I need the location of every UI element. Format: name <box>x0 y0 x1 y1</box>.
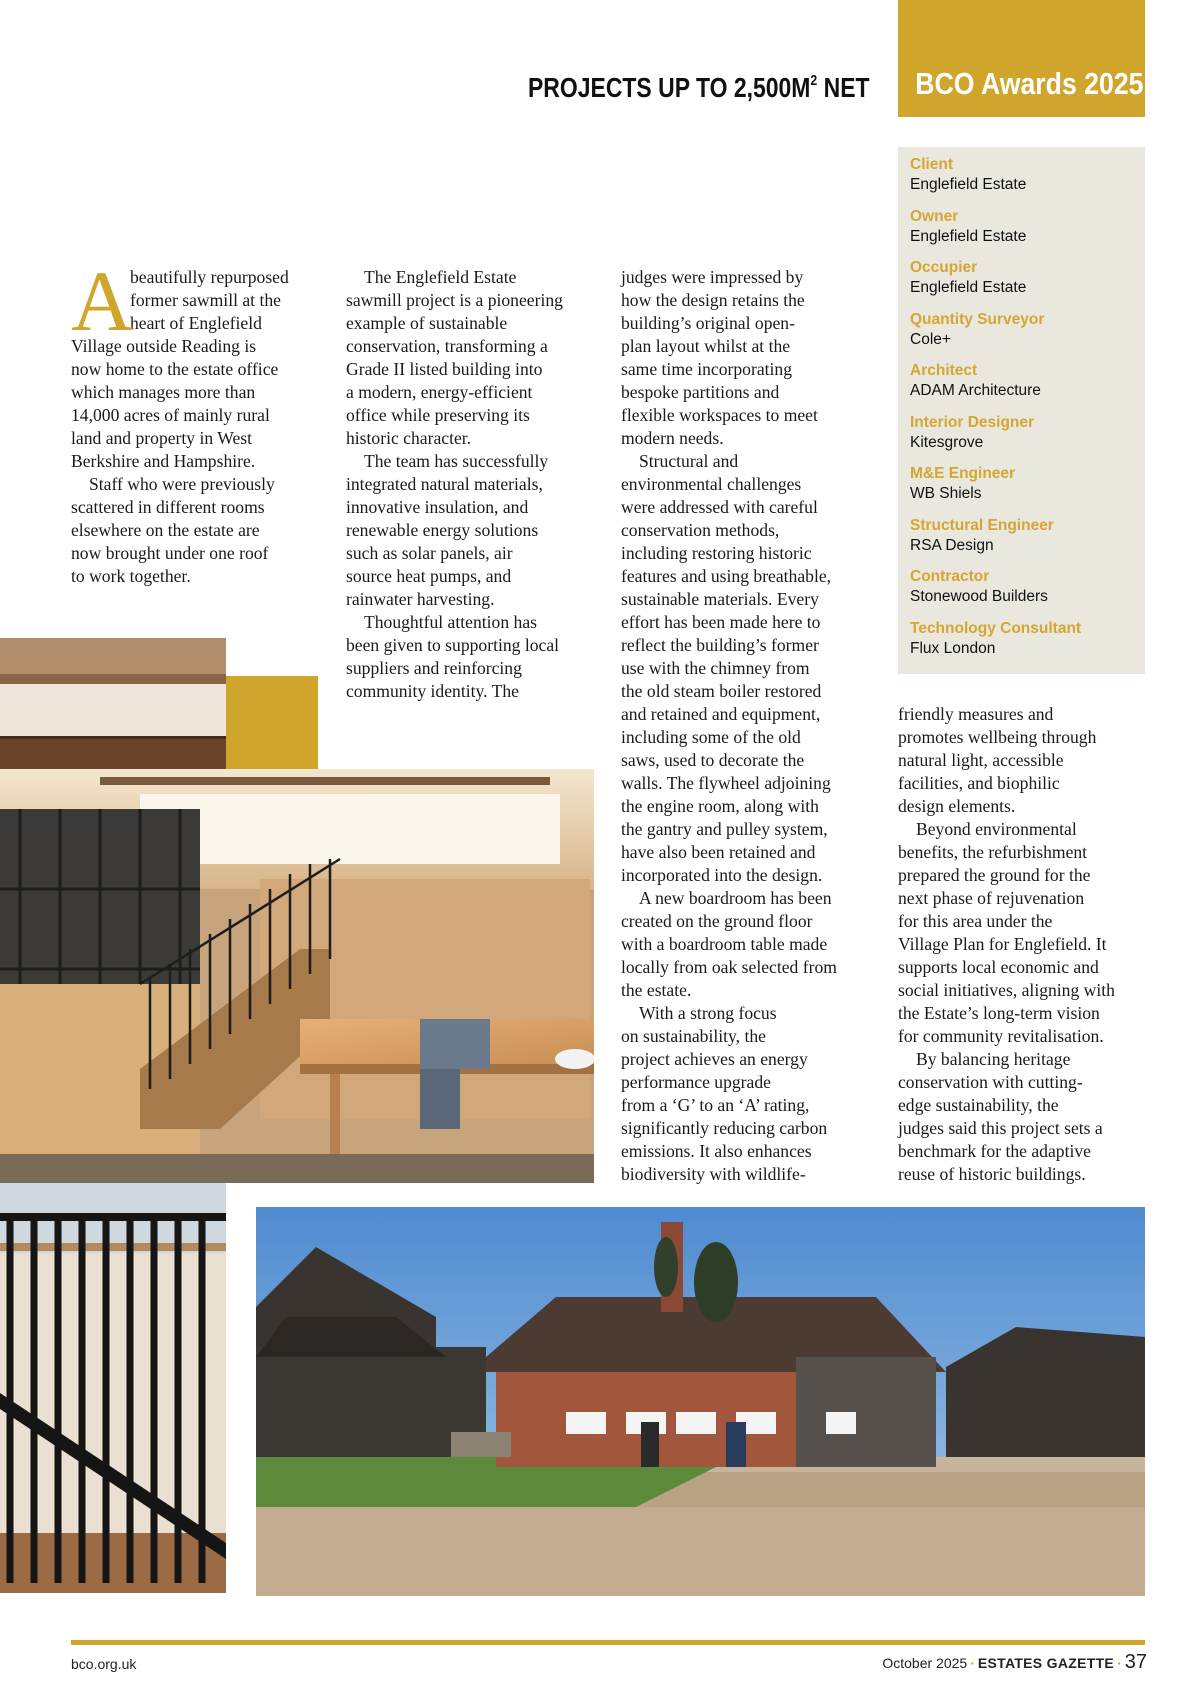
text-line: rainwater harvesting. <box>346 589 495 609</box>
text-line: now home to the estate office <box>71 359 279 379</box>
text-line: 14,000 acres of mainly rural <box>71 405 270 425</box>
credit-item <box>910 619 1145 671</box>
text-line: locally from oak selected from <box>621 957 837 977</box>
text-line: on sustainability, the <box>621 1026 766 1046</box>
drop-cap: A <box>71 253 134 349</box>
article-column-4 <box>898 703 1148 1186</box>
text-line: for this area under the <box>898 911 1053 931</box>
text-line: project achieves an energy <box>621 1049 808 1069</box>
decorative-gold-square <box>226 676 318 769</box>
text-line: social initiatives, aligning with <box>898 980 1115 1000</box>
text-line: edge sustainability, the <box>898 1095 1059 1115</box>
text-line: benchmark for the adaptive <box>898 1141 1091 1161</box>
credit-name: Englefield Estate <box>910 279 1027 296</box>
footer-separator: · <box>1117 1655 1122 1671</box>
text-line: historic character. <box>346 428 472 448</box>
text-line: environmental challenges <box>621 474 802 494</box>
credits-panel <box>898 147 1145 674</box>
text-line: how the design retains the <box>621 290 805 310</box>
text-line: conservation with cutting- <box>898 1072 1083 1092</box>
text-line: the estate. <box>621 980 692 1000</box>
text-line: and retained and equipment, <box>621 704 821 724</box>
credit-name: Englefield Estate <box>910 227 1027 245</box>
text-line: walls. The flywheel adjoining <box>621 773 831 793</box>
text-line: design elements. <box>898 796 1016 816</box>
dropcap-line: heart of Englefield <box>130 313 262 333</box>
credit-role: Owner <box>910 207 959 225</box>
interior-graphic <box>0 769 594 1183</box>
text-line: such as solar panels, air <box>346 543 513 563</box>
exterior-graphic <box>256 1207 1145 1596</box>
text-line: saws, used to decorate the <box>621 750 805 770</box>
credit-role: Contractor <box>910 568 990 585</box>
text-line: A new boardroom has been <box>639 888 832 908</box>
text-line: conservation methods, <box>621 520 780 540</box>
article-column-3 <box>621 266 881 1186</box>
section-title-suffix: NET <box>817 72 870 103</box>
text-line: to work together. <box>71 566 191 586</box>
text-line: Berkshire and Hampshire. <box>71 451 256 471</box>
credit-role: Client <box>910 156 954 173</box>
photo-beam-detail <box>0 638 226 769</box>
text-line: elsewhere on the estate are <box>71 520 260 540</box>
text-line: By balancing heritage <box>916 1049 1071 1069</box>
text-line: judges were impressed by <box>621 267 804 287</box>
text-line: including some of the old <box>621 727 801 747</box>
text-line: from a ‘G’ to an ‘A’ rating, <box>621 1095 810 1115</box>
text-line: next phase of rejuvenation <box>898 888 1085 908</box>
text-line: The team has successfully <box>364 451 549 471</box>
text-line: reflect the building’s former <box>621 635 819 655</box>
footer-rule <box>71 1640 1145 1645</box>
text-line: effort has been made here to <box>621 612 821 632</box>
credit-item <box>910 310 1145 362</box>
text-line: natural light, accessible <box>898 750 1064 770</box>
text-line: the engine room, along with <box>621 796 819 816</box>
dropcap-line: beautifully repurposed <box>130 267 289 287</box>
credit-name: ADAM Architecture <box>910 382 1041 399</box>
text-line: supports local economic and <box>898 957 1099 977</box>
text-line: biodiversity with wildlife- <box>621 1164 806 1184</box>
text-line: plan layout whilst at the <box>621 336 791 356</box>
credit-role: Interior Designer <box>910 413 1035 431</box>
awards-title: BCO Awards 2025 <box>915 66 1144 101</box>
text-line: office while preserving its <box>346 405 530 425</box>
text-line: the gantry and pulley system, <box>621 819 828 839</box>
text-line: scattered in different rooms <box>71 497 265 517</box>
section-title <box>528 72 870 104</box>
text-line: bespoke partitions and <box>621 382 780 402</box>
credit-role: M&E Engineer <box>910 465 1016 482</box>
text-line: Grade II listed building into <box>346 359 543 379</box>
text-line: incorporated into the design. <box>621 865 823 885</box>
text-line: for community revitalisation. <box>898 1026 1104 1046</box>
text-line: land and property in West <box>71 428 252 448</box>
text-line: sawmill project is a pioneering <box>346 290 563 310</box>
text-line: the old steam boiler restored <box>621 681 822 701</box>
credit-item <box>910 258 1145 310</box>
text-line: With a strong focus <box>639 1003 777 1023</box>
footer-date: October 2025 <box>882 1655 968 1671</box>
credit-name: WB Shiels <box>910 485 982 502</box>
footer-magazine: ESTATES GAZETTE <box>977 1655 1115 1671</box>
credit-item <box>910 516 1145 568</box>
text-line: The Englefield Estate <box>364 267 517 287</box>
credit-item <box>910 207 1145 259</box>
page-number: 37 <box>1124 1651 1147 1673</box>
article-column-2 <box>346 266 601 703</box>
text-line: integrated natural materials, <box>346 474 543 494</box>
section-title-sup: 2 <box>810 72 818 89</box>
text-line: created on the ground floor <box>621 911 813 931</box>
credit-item <box>910 567 1145 619</box>
footer-issue <box>882 1651 1147 1674</box>
text-line: prepared the ground for the <box>898 865 1091 885</box>
credit-role: Quantity Surveyor <box>910 310 1045 328</box>
photo-interior-staircase <box>0 769 594 1183</box>
credit-item <box>910 155 1145 207</box>
text-line: emissions. It also enhances <box>621 1141 812 1161</box>
text-line: Thoughtful attention has <box>364 612 537 632</box>
credit-name: Cole+ <box>910 330 951 348</box>
dropcap-line: former sawmill at the <box>130 290 281 310</box>
text-line: a modern, energy-efficient <box>346 382 533 402</box>
text-line: which manages more than <box>71 382 256 402</box>
beam-detail-graphic <box>0 638 226 769</box>
text-line: judges said this project sets a <box>898 1118 1103 1138</box>
text-line: features and using breathable, <box>621 566 832 586</box>
text-line: Structural and <box>639 451 739 471</box>
text-line: conservation, transforming a <box>346 336 548 356</box>
text-line: now brought under one roof <box>71 543 269 563</box>
text-line: innovative insulation, and <box>346 497 529 517</box>
text-line: Staff who were previously <box>89 474 275 494</box>
text-line: community identity. The <box>346 681 519 701</box>
credit-item <box>910 413 1145 465</box>
text-line: were addressed with careful <box>621 497 818 517</box>
credit-name: RSA Design <box>910 536 994 554</box>
credit-name: Flux London <box>910 639 996 657</box>
text-line: suppliers and reinforcing <box>346 658 522 678</box>
text-line: building’s original open- <box>621 313 795 333</box>
credit-name: Englefield Estate <box>910 176 1027 193</box>
credit-item <box>910 361 1145 413</box>
text-line: with a boardroom table made <box>621 934 828 954</box>
text-line: example of sustainable <box>346 313 508 333</box>
text-line: Beyond environmental <box>916 819 1077 839</box>
text-line: facilities, and biophilic <box>898 773 1060 793</box>
footer-website: bco.org.uk <box>71 1656 137 1672</box>
text-line: Village outside Reading is <box>71 336 257 356</box>
photo-exterior-building <box>256 1207 1145 1596</box>
text-line: promotes wellbeing through <box>898 727 1097 747</box>
credit-role: Occupier <box>910 259 978 276</box>
text-line: friendly measures and <box>898 704 1054 724</box>
text-line: significantly reducing carbon <box>621 1118 828 1138</box>
text-line: the Estate’s long-term vision <box>898 1003 1100 1023</box>
article-column-1 <box>71 253 321 588</box>
text-line: source heat pumps, and <box>346 566 512 586</box>
text-line: reuse of historic buildings. <box>898 1164 1086 1184</box>
credit-item <box>910 464 1145 516</box>
text-line: performance upgrade <box>621 1072 771 1092</box>
credit-name: Kitesgrove <box>910 433 984 451</box>
text-line: have also been retained and <box>621 842 816 862</box>
text-line: including restoring historic <box>621 543 812 563</box>
text-line: Village Plan for Englefield. It <box>898 934 1107 954</box>
text-line: flexible workspaces to meet <box>621 405 818 425</box>
text-line: same time incorporating <box>621 359 792 379</box>
text-line: sustainable materials. Every <box>621 589 819 609</box>
section-title-text: PROJECTS UP TO 2,500M <box>528 72 811 103</box>
credit-role: Structural Engineer <box>910 516 1054 534</box>
footer-separator: · <box>970 1655 975 1671</box>
credit-role: Architect <box>910 362 978 379</box>
text-line: been given to supporting local <box>346 635 560 655</box>
credit-name: Stonewood Builders <box>910 588 1048 605</box>
photo-balustrade <box>0 1183 226 1593</box>
text-line: use with the chimney from <box>621 658 810 678</box>
text-line: renewable energy solutions <box>346 520 539 540</box>
text-line: modern needs. <box>621 428 724 448</box>
credit-role: Technology Consultant <box>910 619 1082 637</box>
text-line: benefits, the refurbishment <box>898 842 1088 862</box>
balustrade-graphic <box>0 1183 226 1593</box>
